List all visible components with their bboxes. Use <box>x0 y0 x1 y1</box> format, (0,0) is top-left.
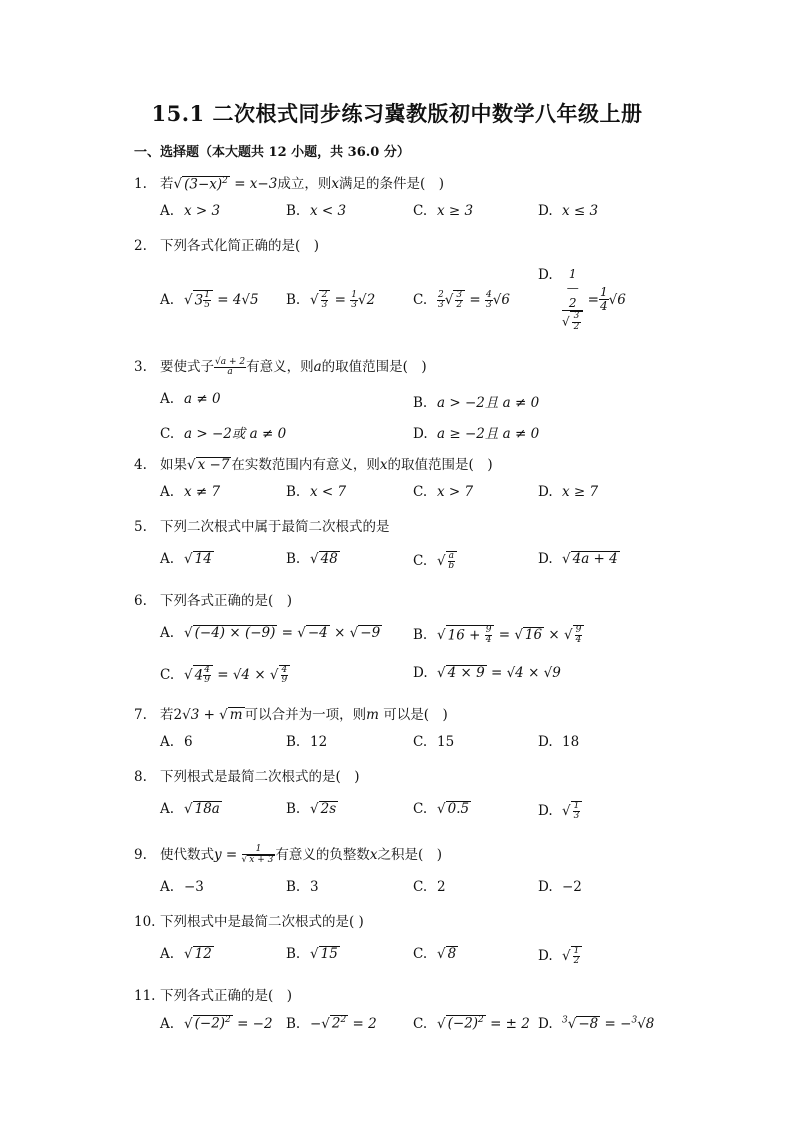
option-c[interactable]: C. √ $(-2)^2$ = ± 2 <box>413 1015 530 1032</box>
question-7: 7. 若2√3 + √ m 可以合并为一项，则m 可以是( ) <box>134 707 448 723</box>
option-b[interactable]: B. a > −2且 a ≠ 0 <box>413 395 540 411</box>
option-d[interactable]: D. −2 <box>538 879 582 895</box>
option-d[interactable]: D. x ≥ 7 <box>538 484 599 500</box>
option-c[interactable]: C. $\frac{2}{3}$ √ $\frac{3}{2}$ = $\frac{4}{3}$ √6 <box>413 290 510 311</box>
option-c[interactable]: C. √ 8 <box>413 946 457 962</box>
option-c[interactable]: C. √ 0.5 <box>413 801 470 817</box>
option-b[interactable]: B. √ 2s <box>286 801 337 817</box>
option-d[interactable]: D. √ 4 × 9 = √4 × √9 <box>413 665 561 681</box>
option-b[interactable]: B. √ 16 + $\frac{9}{4}$ = √ 16 × √ $\frac{9}{4}$ <box>413 625 584 646</box>
option-a[interactable]: A. √ 18a <box>160 801 220 817</box>
option-c[interactable]: C. a > −2或 a ≠ 0 <box>160 426 287 442</box>
option-c[interactable]: C. 2 <box>413 879 446 895</box>
option-a[interactable]: A. √ (−4) × (−9) = √ −4 × √ −9 <box>160 625 381 641</box>
question-5: 5. 下列二次根式中属于最简二次根式的是 <box>134 519 390 535</box>
option-a[interactable]: A. x > 3 <box>160 203 221 219</box>
option-d[interactable]: D. a ≥ −2且 a ≠ 0 <box>413 426 540 442</box>
formula: √ $(3-x)^2 = x-3$ <box>173 175 278 192</box>
option-d[interactable]: D. $^3$√ −8 = −$^3$√8 <box>538 1015 655 1032</box>
option-a[interactable]: A. −3 <box>160 879 204 895</box>
option-d[interactable]: D. √ $\frac{1}{2}$ <box>538 946 582 967</box>
option-c[interactable]: C. x ≥ 3 <box>413 203 474 219</box>
option-a[interactable]: A. x ≠ 7 <box>160 484 221 500</box>
option-a[interactable]: A. 6 <box>160 734 193 750</box>
option-c[interactable]: C. x > 7 <box>413 484 474 500</box>
option-c[interactable]: C. 15 <box>413 734 455 750</box>
option-d[interactable]: D. √ $\frac{1}{3}$ <box>538 801 582 822</box>
option-b[interactable]: B. √ $\frac{2}{3}$ = $\frac{1}{3}$ √2 <box>286 290 376 311</box>
option-a[interactable]: A. √ 3 $\frac{1}{5}$ = 4√5 <box>160 290 259 311</box>
option-b[interactable]: B. √ 15 <box>286 946 338 962</box>
question-8: 8. 下列根式是最简二次根式的是( ) <box>134 769 360 785</box>
question-10: 10. 下列根式中是最简二次根式的是( ) <box>134 914 364 930</box>
option-b[interactable]: B. 3 <box>286 879 319 895</box>
page-title: 15.1 二次根式同步练习冀教版初中数学八年级上册 <box>151 101 643 126</box>
question-4: 4. 如果√ x −7 在实数范围内有意义，则x的取值范围是( ) <box>134 457 493 473</box>
question-1: 1. 若√ $(3-x)^2 = x-3$成立，则x满足的条件是( ) <box>134 175 444 192</box>
option-d[interactable]: D. √ 4a + 4 <box>538 551 618 567</box>
option-c[interactable]: C. √ $\frac{a}{b}$ <box>413 551 457 572</box>
option-b[interactable]: B. −√ $2^2 = 2$ <box>286 1015 377 1032</box>
option-a[interactable]: A. √ 14 <box>160 551 212 567</box>
question-3: 3. 要使式子 $\frac{√a + 2}{a}$ 有意义，则a的取值范围是( ) <box>134 356 427 377</box>
option-d[interactable]: D. x ≤ 3 <box>538 203 599 219</box>
option-b[interactable]: B. 12 <box>286 734 328 750</box>
option-c[interactable]: C. √ 4 $\frac{4}{9}$ = √4 × √ $\frac{4}{9}$ <box>160 665 290 686</box>
question-11: 11. 下列各式正确的是( ) <box>134 988 293 1004</box>
section-heading: 一、选择题（本大题共 12 小题，共 36.0 分） <box>134 145 410 160</box>
option-d[interactable]: D. 1 — 2 √ $\frac{3}{2}$ = $\frac{1}{4}$ √6 <box>538 266 626 332</box>
option-d[interactable]: D. 18 <box>538 734 580 750</box>
question-2: 2. 下列各式化简正确的是( ) <box>134 238 320 254</box>
option-b[interactable]: B. x < 7 <box>286 484 347 500</box>
option-b[interactable]: B. x < 3 <box>286 203 347 219</box>
option-a[interactable]: A. a ≠ 0 <box>160 391 221 407</box>
question-9: 9. 使代数式y = $\frac{1}{√ x + 3}$ 有意义的负整数x之积是( ) <box>134 843 443 866</box>
question-6: 6. 下列各式正确的是( ) <box>134 593 293 609</box>
option-a[interactable]: A. √ 12 <box>160 946 212 962</box>
option-b[interactable]: B. √ 48 <box>286 551 338 567</box>
option-a[interactable]: A. √ $(-2)^2 = -2$ <box>160 1015 273 1032</box>
